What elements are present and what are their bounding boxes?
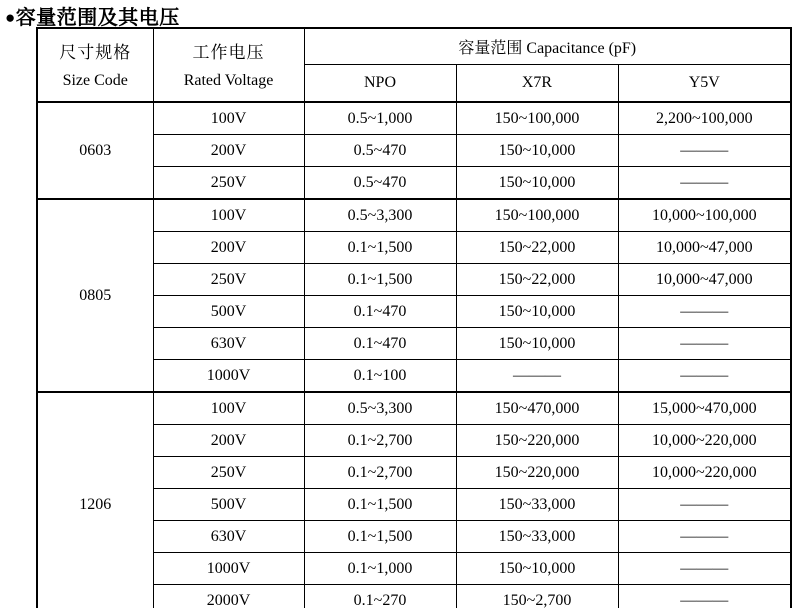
header-row-1: [37, 28, 791, 65]
npo-cell: 0.1~100: [304, 360, 456, 393]
npo-cell: 0.5~470: [304, 167, 456, 200]
x7r-cell: 150~10,000: [456, 167, 618, 200]
table-row: [37, 392, 791, 425]
table-row: [37, 199, 791, 232]
section-title: [5, 1, 180, 30]
header-rated-voltage-zh: 工作电压: [192, 43, 265, 62]
header-capacitance-range: 容量范围 Capacitance (pF): [304, 28, 791, 65]
header-col-x7r: X7R: [456, 65, 618, 103]
header-rated-voltage: [153, 28, 304, 102]
x7r-cell: 150~10,000: [456, 296, 618, 328]
npo-cell: 0.5~1,000: [304, 102, 456, 135]
y5v-cell: 10,000~100,000: [618, 199, 791, 232]
x7r-cell: 150~33,000: [456, 489, 618, 521]
header-col-y5v: Y5V: [618, 65, 791, 103]
x7r-cell: 150~10,000: [456, 135, 618, 167]
voltage-cell: 250V: [153, 264, 304, 296]
header-size-code-zh: 尺寸规格: [59, 43, 132, 62]
npo-cell: 0.1~2,700: [304, 457, 456, 489]
voltage-cell: 630V: [153, 521, 304, 553]
header-rated-voltage-en: Rated Voltage: [183, 72, 274, 89]
table-row: [37, 102, 791, 135]
y5v-cell: 2,200~100,000: [618, 102, 791, 135]
voltage-cell: 1000V: [153, 553, 304, 585]
npo-cell: 0.1~1,500: [304, 489, 456, 521]
y5v-cell: ———: [618, 360, 791, 393]
voltage-cell: 100V: [153, 199, 304, 232]
npo-cell: 0.1~1,500: [304, 232, 456, 264]
y5v-cell: ———: [618, 167, 791, 200]
x7r-cell: 150~100,000: [456, 102, 618, 135]
voltage-cell: 100V: [153, 102, 304, 135]
y5v-cell: 10,000~47,000: [618, 264, 791, 296]
voltage-cell: 1000V: [153, 360, 304, 393]
voltage-cell: 250V: [153, 167, 304, 200]
y5v-cell: 10,000~47,000: [618, 232, 791, 264]
npo-cell: 0.1~1,500: [304, 521, 456, 553]
npo-cell: 0.1~470: [304, 328, 456, 360]
x7r-cell: 150~33,000: [456, 521, 618, 553]
y5v-cell: 15,000~470,000: [618, 392, 791, 425]
x7r-cell: 150~220,000: [456, 425, 618, 457]
npo-cell: 0.1~470: [304, 296, 456, 328]
x7r-cell: 150~10,000: [456, 553, 618, 585]
header-size-code: [37, 28, 153, 102]
x7r-cell: 150~10,000: [456, 328, 618, 360]
size-code-cell: 1206: [37, 392, 153, 608]
section-title-text: 容量范围及其电压: [15, 7, 180, 29]
x7r-cell: 150~2,700: [456, 585, 618, 608]
x7r-cell: 150~470,000: [456, 392, 618, 425]
npo-cell: 0.1~270: [304, 585, 456, 608]
voltage-cell: 500V: [153, 489, 304, 521]
y5v-cell: 10,000~220,000: [618, 425, 791, 457]
npo-cell: 0.5~470: [304, 135, 456, 167]
x7r-cell: 150~22,000: [456, 232, 618, 264]
voltage-cell: 630V: [153, 328, 304, 360]
voltage-cell: 200V: [153, 232, 304, 264]
voltage-cell: 500V: [153, 296, 304, 328]
voltage-cell: 100V: [153, 392, 304, 425]
size-code-cell: 0603: [37, 102, 153, 199]
voltage-cell: 2000V: [153, 585, 304, 608]
y5v-cell: 10,000~220,000: [618, 457, 791, 489]
npo-cell: 0.5~3,300: [304, 392, 456, 425]
header-size-code-en: Size Code: [62, 72, 128, 89]
capacitance-table: [36, 27, 792, 608]
npo-cell: 0.1~1,000: [304, 553, 456, 585]
voltage-cell: 200V: [153, 135, 304, 167]
size-code-cell: 0805: [37, 199, 153, 392]
y5v-cell: ———: [618, 328, 791, 360]
y5v-cell: ———: [618, 489, 791, 521]
bullet-icon: ●: [5, 8, 16, 27]
y5v-cell: ———: [618, 521, 791, 553]
voltage-cell: 200V: [153, 425, 304, 457]
x7r-cell: 150~22,000: [456, 264, 618, 296]
npo-cell: 0.1~1,500: [304, 264, 456, 296]
y5v-cell: ———: [618, 135, 791, 167]
x7r-cell: 150~220,000: [456, 457, 618, 489]
voltage-cell: 250V: [153, 457, 304, 489]
y5v-cell: ———: [618, 585, 791, 608]
y5v-cell: ———: [618, 296, 791, 328]
header-col-npo: NPO: [304, 65, 456, 103]
x7r-cell: ———: [456, 360, 618, 393]
npo-cell: 0.5~3,300: [304, 199, 456, 232]
y5v-cell: ———: [618, 553, 791, 585]
x7r-cell: 150~100,000: [456, 199, 618, 232]
npo-cell: 0.1~2,700: [304, 425, 456, 457]
